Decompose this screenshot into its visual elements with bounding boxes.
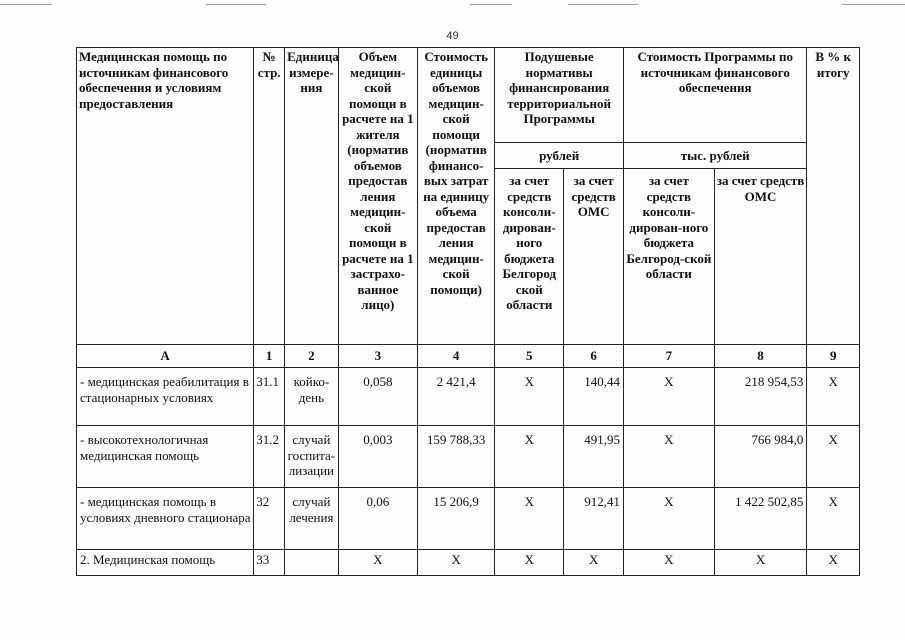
row-unit-cost: 159 788,33 bbox=[418, 426, 495, 488]
row-cost-oms: Х bbox=[714, 550, 807, 576]
row-unit-cost: Х bbox=[418, 550, 495, 576]
header-col-a: Медицинская помощь по источникам финансового обеспечения и условиям предоставления bbox=[77, 48, 254, 345]
header-program-cost-group: Стоимость Программы по источникам финансового обеспечения bbox=[624, 48, 807, 143]
row-volume: 0,06 bbox=[338, 488, 417, 550]
header-unit-rub: рублей bbox=[495, 143, 624, 169]
page-number: 49 bbox=[446, 30, 459, 42]
row-volume: 0,003 bbox=[338, 426, 417, 488]
row-line-number: 31.2 bbox=[254, 426, 285, 488]
row-name: 2. Медицинская помощь bbox=[77, 550, 254, 576]
row-per-capita-oms: 912,41 bbox=[564, 488, 624, 550]
index-cell: 7 bbox=[624, 345, 715, 368]
index-cell: 6 bbox=[564, 345, 624, 368]
header-col-8: за счет средств ОМС bbox=[714, 169, 807, 345]
header-col-1: № стр. bbox=[254, 48, 285, 345]
row-per-capita-budget: Х bbox=[495, 488, 564, 550]
index-cell: 9 bbox=[807, 345, 860, 368]
header-per-capita-group: Подушевые нормативы финансирования территориальной Программы bbox=[495, 48, 624, 143]
row-per-capita-oms: 140,44 bbox=[564, 368, 624, 426]
row-per-capita-oms: Х bbox=[564, 550, 624, 576]
row-cost-budget: Х bbox=[624, 368, 715, 426]
header-col-5: за счет средств консоли-дирован-ного бюджета Белгород ской области bbox=[495, 169, 564, 345]
index-cell: 8 bbox=[714, 345, 807, 368]
row-cost-oms: 766 984,0 bbox=[714, 426, 807, 488]
header-col-4: Стоимость единицы объемов медицин-ской помощи (норматив финансо-вых затрат на единицу объема предостав ления медицин-ской помощи) bbox=[418, 48, 495, 345]
table-row bbox=[77, 426, 860, 488]
row-volume: 0,058 bbox=[338, 368, 417, 426]
row-line-number: 33 bbox=[254, 550, 285, 576]
header-col-7: за счет средств консоли-дирован-ного бюджета Белгород-ской области bbox=[624, 169, 715, 345]
row-name: - медицинская реабилитация в стационарных условиях bbox=[77, 368, 254, 426]
row-cost-budget: Х bbox=[624, 488, 715, 550]
row-unit bbox=[285, 550, 339, 576]
row-line-number: 32 bbox=[254, 488, 285, 550]
row-volume: Х bbox=[338, 550, 417, 576]
row-unit: койко-день bbox=[285, 368, 339, 426]
index-cell: 4 bbox=[418, 345, 495, 368]
scan-top-border bbox=[0, 4, 905, 5]
row-percent: Х bbox=[807, 368, 860, 426]
header-unit-thousand-rub: тыс. рублей bbox=[624, 143, 807, 169]
row-unit-cost: 15 206,9 bbox=[418, 488, 495, 550]
row-unit: случай лечения bbox=[285, 488, 339, 550]
row-name: - медицинская помощь в условиях дневного стационара bbox=[77, 488, 254, 550]
financing-table bbox=[76, 47, 860, 576]
header-col-6: за счет средств ОМС bbox=[564, 169, 624, 345]
index-cell: 2 bbox=[285, 345, 339, 368]
row-cost-oms: 1 422 502,85 bbox=[714, 488, 807, 550]
row-unit-cost: 2 421,4 bbox=[418, 368, 495, 426]
row-line-number: 31.1 bbox=[254, 368, 285, 426]
row-percent: Х bbox=[807, 426, 860, 488]
row-per-capita-oms: 491,95 bbox=[564, 426, 624, 488]
header-row-1 bbox=[77, 48, 860, 143]
row-per-capita-budget: Х bbox=[495, 426, 564, 488]
row-cost-budget: Х bbox=[624, 550, 715, 576]
row-name: - высокотехнологичная медицинская помощь bbox=[77, 426, 254, 488]
index-cell: А bbox=[77, 345, 254, 368]
table-row bbox=[77, 488, 860, 550]
column-index-row bbox=[77, 345, 860, 368]
header-col-3: Объем медицин-ской помощи в расчете на 1 жителя (норматив объемов предостав ления медицин-ской помощи в расчете на 1 застрахо-ванное лицо) bbox=[338, 48, 417, 345]
header-col-9: В % к итогу bbox=[807, 48, 860, 345]
row-per-capita-budget: Х bbox=[495, 368, 564, 426]
row-cost-budget: Х bbox=[624, 426, 715, 488]
table-row bbox=[77, 368, 860, 426]
row-per-capita-budget: Х bbox=[495, 550, 564, 576]
index-cell: 3 bbox=[338, 345, 417, 368]
row-unit: случай госпита-лизации bbox=[285, 426, 339, 488]
row-percent: Х bbox=[807, 550, 860, 576]
row-percent: Х bbox=[807, 488, 860, 550]
index-cell: 1 bbox=[254, 345, 285, 368]
table-row bbox=[77, 550, 860, 576]
row-cost-oms: 218 954,53 bbox=[714, 368, 807, 426]
index-cell: 5 bbox=[495, 345, 564, 368]
header-col-2: Единица измере-ния bbox=[285, 48, 339, 345]
